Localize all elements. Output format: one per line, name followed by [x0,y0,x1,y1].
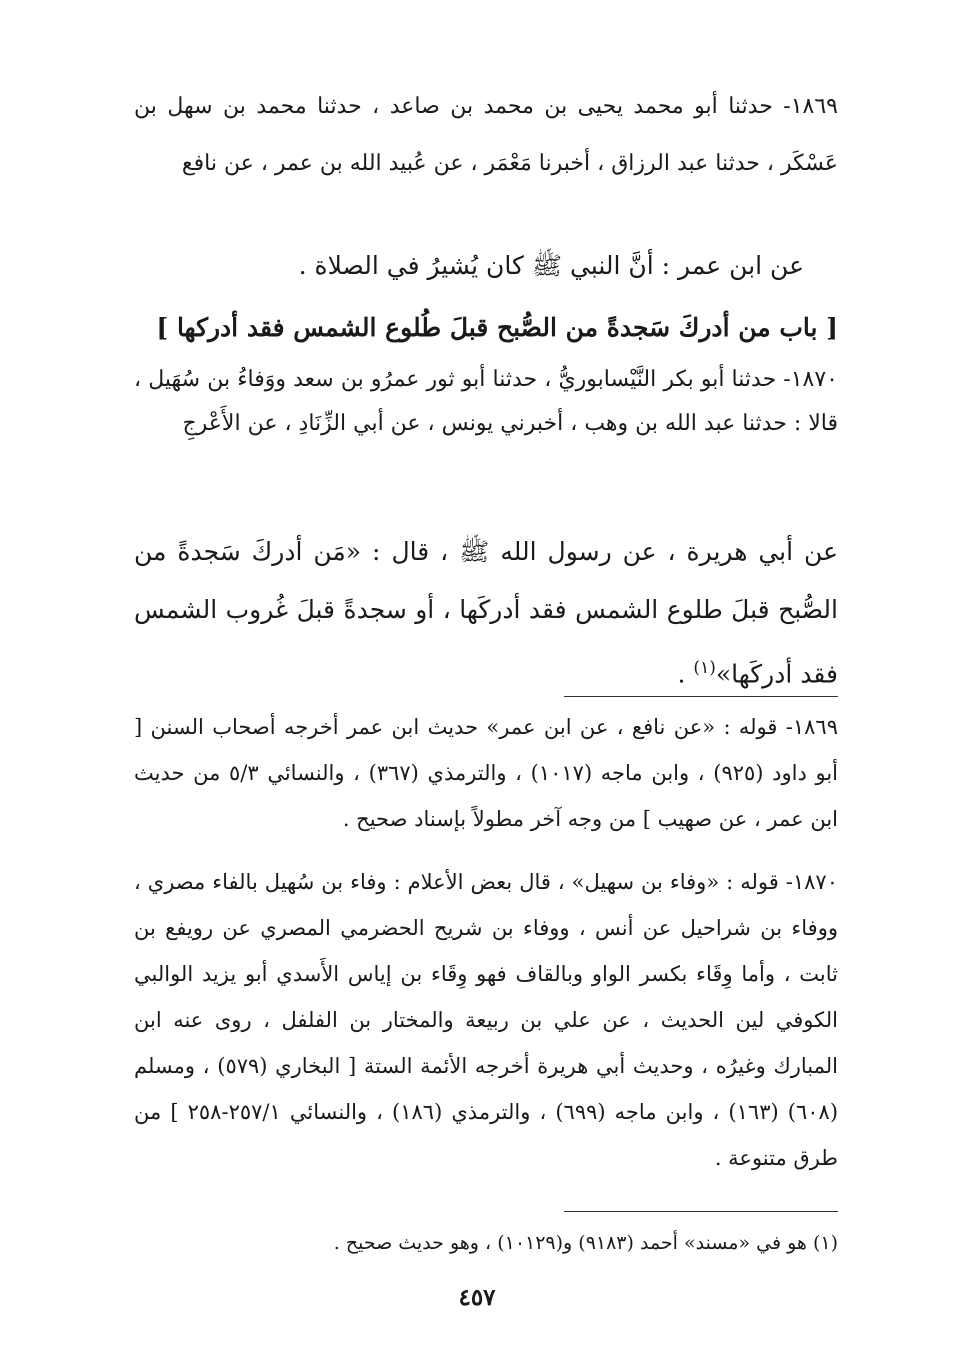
commentary-divider [564,696,838,697]
hadith-1869-matn: عن ابن عمر : أنَّ النبي ﷺ كان يُشيرُ في الصلاة . [298,251,804,280]
chapter-heading: [ باب من أدركَ سَجدةً من الصُّبح قبلَ طُلوع الشمس فقد أدركها ] [156,313,838,342]
hadith-1870-end: . [677,659,694,689]
commentary-note-1870: ١٨٧٠- قوله : «وفاء بن سهيل» ، قال بعض الأعلام : وفاء بن سُهيل بالفاء مصري ، ووفاء بن شراحيل عن أنس ، ووفاء بن شريح الحضرمي المصري عن رويفع بن ثابت ، وأما وِقَاء بكسر الواو وبالقاف فهو وِقَاء بن إياس الأَسدي أبو يزيد الوالبي الكوفي لين الحديث ، عن علي بن ربيعة والمختار بن الفلفل ، روى عنه ابن المبارك وغيرُه ، وحديث أبي هريرة أخرجه الأئمة الستة [ البخاري (٥٧٩) ، ومسلم (٦٠٨) (١٦٣) ، وابن ماجه (٦٩٩) ، والترمذي (١٨٦) ، والنسائي ٢٥٧/١-٢٥٨ ] من طرق متنوعة . [134,870,839,1170]
footnote: (١) هو في «مسند» أحمد (٩١٨٣) و(١٠١٢٩) ، وهو حديث صحيح . [333,1232,838,1254]
hadith-1869-isnad: ١٨٦٩- حدثنا أبو محمد يحيى بن محمد بن صاعد ، حدثنا محمد بن سهل بن عَسْكَر ، حدثنا عبد الرزاق ، أخبرنا مَعْمَر ، عن عُبيد الله بن عمر ، عن نافع [134,94,838,176]
page-number: ٤٥٧ [458,1284,496,1311]
hadith-1870-matn: عن أبي هريرة ، عن رسول الله ﷺ ، قال : «مَن أدركَ سَجدةً من الصُّبح قبلَ طلوع الشمس فقد أدركَها ، أو سجدةً قبلَ غُروب الشمس فقد أدركَها» [134,537,838,689]
hadith-1870-isnad: ١٨٧٠- حدثنا أبو بكر النَّيْسابوريُّ ، حدثنا أبو ثور عمرُو بن سعد ووَفاءُ بن سُهَيل ، قالا : حدثنا عبد الله بن وهب ، أخبرني يونس ، عن أبي الزِّنَادِ ، عن الأَعْرجِ [134,367,838,436]
commentary-note-1869: ١٨٦٩- قوله : «عن نافع ، عن ابن عمر» حديث ابن عمر أخرجه أصحاب السنن [ أبو داود (٩٢٥) ، وابن ماجه (١٠١٧) ، والترمذي (٣٦٧) ، والنسائي ٥/٣ من حديث ابن عمر ، عن صهيب ] من وجه آخر مطولاً بإسناد صحيح . [134,715,838,831]
hadith-1870-matn-paragraph [134,523,838,703]
footnote-divider [564,1211,838,1212]
footnote-reference: (١) [693,658,716,678]
